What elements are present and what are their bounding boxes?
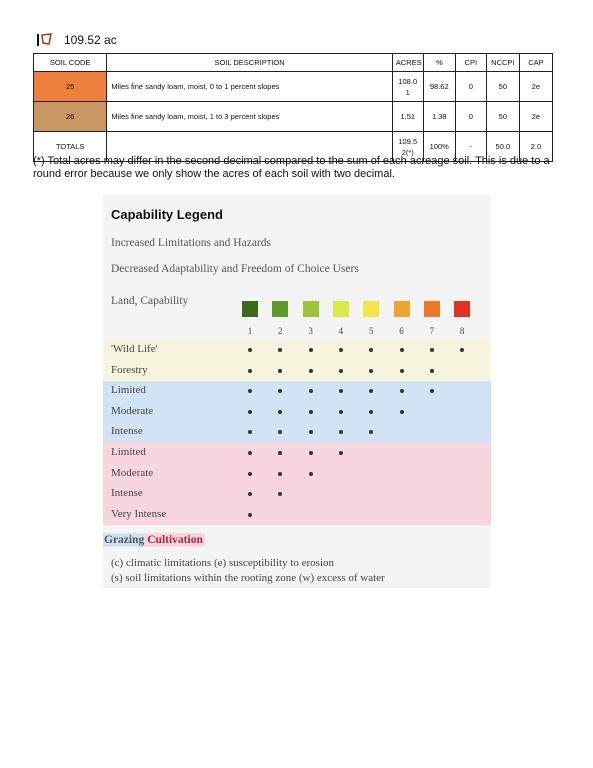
legend-dot — [400, 410, 404, 414]
cap-cell: 2e — [519, 102, 552, 132]
parcel-header — [36, 31, 117, 49]
legend-row-label: Limited — [111, 384, 146, 397]
legend-dot — [248, 451, 252, 455]
legend-dot — [248, 472, 252, 476]
class-4-swatch — [333, 301, 349, 317]
legend-dot — [339, 369, 343, 373]
legend-dot — [400, 389, 404, 393]
legend-row-label: Very Intense — [111, 507, 167, 520]
percent-cell: 1.38 — [423, 102, 455, 132]
legend-dot — [278, 492, 282, 496]
legend-dot — [309, 451, 313, 455]
legend-row — [103, 464, 491, 485]
soil-code-cell: 25 — [34, 72, 107, 102]
legend-dot — [248, 389, 252, 393]
legend-dot — [248, 348, 252, 352]
legend-dot — [339, 430, 343, 434]
class-number: 5 — [368, 326, 374, 336]
class-3-swatch — [303, 301, 319, 317]
legend-row-label: Moderate — [111, 404, 154, 417]
legend-row-label: Forestry — [111, 363, 148, 376]
legend-dot — [309, 430, 313, 434]
legend-line-adaptability: Decreased Adaptability and Freedom of Choice Users — [111, 263, 359, 275]
legend-dot — [309, 369, 313, 373]
table-header-row — [34, 54, 553, 72]
legend-dot — [278, 348, 282, 352]
legend-dot — [460, 348, 464, 352]
parcel-outline-icon — [36, 31, 54, 49]
legend-dot — [278, 389, 282, 393]
nccpi-cell: 50 — [486, 102, 519, 132]
legend-row — [103, 402, 491, 423]
column-header: SOIL DESCRIPTION — [107, 54, 392, 72]
class-5-swatch — [363, 301, 379, 317]
legend-footnote-climatic: (c) climatic limitations (e) susceptibility to erosion — [111, 557, 335, 569]
totals-acres: 109.5 2(*) — [392, 132, 423, 162]
legend-dot — [339, 348, 343, 352]
soil-description-cell: Miles fine sandy loam, moist, 0 to 1 percent slopes — [107, 72, 392, 102]
legend-dot — [309, 410, 313, 414]
legend-dot — [369, 430, 373, 434]
legend-tags — [103, 534, 205, 546]
soil-description-cell: Miles fine sandy loam, moist, 1 to 3 percent slopes — [107, 102, 392, 132]
legend-row-label: 'Wild Life' — [111, 343, 158, 355]
legend-row — [103, 422, 491, 443]
legend-dot — [278, 451, 282, 455]
class-6-swatch — [394, 301, 410, 317]
legend-dot — [369, 410, 373, 414]
legend-dot — [248, 369, 252, 373]
legend-line-hazards: Increased Limitations and Hazards — [111, 237, 271, 249]
class-1-swatch — [242, 301, 258, 317]
class-number: 6 — [399, 326, 404, 336]
cultivation-tag: Cultivation — [147, 534, 203, 546]
column-header: SOIL CODE — [34, 54, 107, 72]
rounding-note: (*) Total acres may differ in the second decimal compared to the sum of each acreage soil. This is due to a round error because we only show the acres of each soil with two decimal. — [33, 155, 550, 180]
column-header: NCCPI — [486, 54, 519, 72]
class-number: 2 — [278, 326, 283, 336]
legend-row-label: Moderate — [111, 466, 154, 479]
legend-row — [103, 340, 491, 361]
legend-dot — [248, 513, 252, 517]
table-row — [34, 72, 553, 102]
soil-code-cell: 26 — [34, 102, 107, 132]
class-7-swatch — [424, 301, 440, 317]
legend-dot — [278, 472, 282, 476]
class-2-swatch — [272, 301, 288, 317]
legend-dot — [400, 369, 404, 373]
legend-dot — [339, 451, 343, 455]
legend-row — [103, 361, 491, 382]
capability-legend — [103, 195, 491, 588]
legend-dot — [248, 410, 252, 414]
acres-cell: 108.0 1 — [392, 72, 423, 102]
totals-cpi: - — [455, 132, 486, 162]
percent-cell: 98.62 — [423, 72, 455, 102]
total-acreage: 109.52 ac — [64, 33, 117, 47]
legend-dot — [248, 430, 252, 434]
class-8-swatch — [454, 301, 470, 317]
land-capability-label: Land, Capability — [111, 295, 189, 307]
legend-dot — [430, 369, 434, 373]
legend-row — [103, 505, 491, 526]
totals-cap: 2.0 — [519, 132, 552, 162]
legend-dot — [248, 492, 252, 496]
totals-nccpi: 50.0 — [486, 132, 519, 162]
legend-dot — [278, 369, 282, 373]
legend-row — [103, 443, 491, 464]
legend-row-label: Intense — [111, 425, 143, 438]
grazing-tag: Grazing — [104, 534, 145, 546]
cpi-cell: 0 — [455, 102, 486, 132]
column-header: % — [423, 54, 455, 72]
legend-dot — [309, 389, 313, 393]
legend-row — [103, 381, 491, 402]
soil-table — [33, 53, 553, 162]
totals-label: TOTALS — [34, 132, 107, 162]
acres-cell: 1.51 — [392, 102, 423, 132]
legend-dot — [430, 389, 434, 393]
legend-dot — [339, 410, 343, 414]
class-number: 4 — [338, 326, 344, 336]
legend-title: Capability Legend — [111, 207, 223, 222]
legend-dot — [369, 389, 373, 393]
legend-dot — [309, 348, 313, 352]
cpi-cell: 0 — [455, 72, 486, 102]
table-row — [34, 102, 553, 132]
column-header: ACRES — [392, 54, 423, 72]
class-number: 8 — [459, 326, 465, 336]
column-header: CPI — [455, 54, 486, 72]
totals-percent: 100% — [423, 132, 455, 162]
legend-footnote-soil: (s) soil limitations within the rooting zone (w) excess of water — [111, 572, 385, 584]
legend-dot — [339, 389, 343, 393]
class-number: 1 — [247, 326, 253, 336]
class-number: 3 — [308, 326, 313, 336]
legend-dot — [278, 410, 282, 414]
legend-row — [103, 484, 491, 505]
legend-dot — [400, 348, 404, 352]
class-number: 7 — [429, 326, 435, 336]
legend-dot — [369, 348, 373, 352]
cap-cell: 2e — [519, 72, 552, 102]
legend-dot — [309, 472, 313, 476]
column-header: CAP — [519, 54, 552, 72]
legend-dot — [430, 348, 434, 352]
legend-row-label: Limited — [111, 446, 146, 458]
legend-dot — [278, 430, 282, 434]
nccpi-cell: 50 — [486, 72, 519, 102]
legend-row-label: Intense — [111, 487, 143, 500]
legend-dot — [369, 369, 373, 373]
